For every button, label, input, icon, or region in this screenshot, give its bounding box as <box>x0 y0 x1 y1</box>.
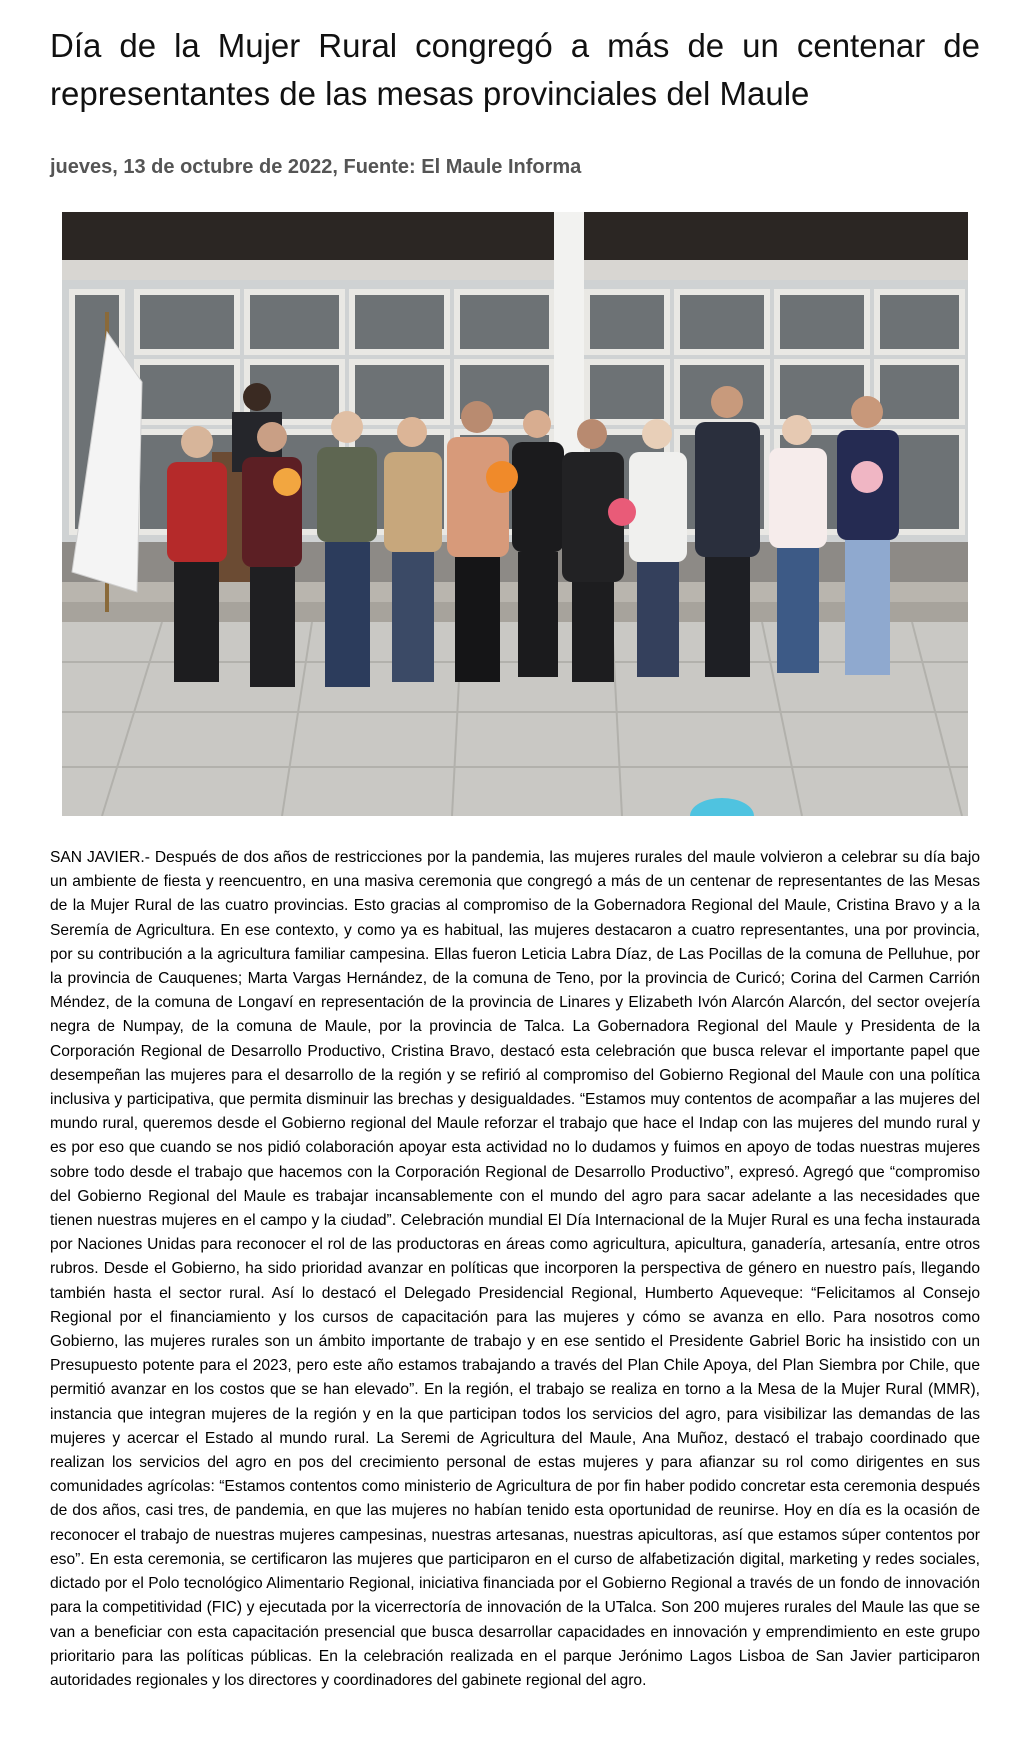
article-body <box>50 846 980 1693</box>
article-date-source: jueves, 13 de octubre de 2022, Fuente: El Maule Informa <box>50 156 582 178</box>
article-photo <box>62 212 968 816</box>
article-title: Día de la Mujer Rural congregó a más de un centenar de representantes de las mesas provinciales del Maule <box>50 27 980 112</box>
group-photo-illustration <box>62 212 968 816</box>
article <box>50 22 980 1693</box>
article-body-text: SAN JAVIER.- Después de dos años de restricciones por la pandemia, las mujeres rurales del maule volvieron a celebrar su día bajo un ambiente de fiesta y reencuentro, en una masiva ceremonia que congregó a más de un centenar de representantes de las Mesas de la Mujer Rural de las cuatro provincias. Esto gracias al compromiso de la Gobernadora Regional del Maule, Cristina Bravo y a la Seremía de Agricultura. En ese contexto, y como ya es habitual, las mujeres destacaron a cuatro representantes, una por provincia, por su contribución a la agricultura familiar campesina. Ellas fueron Leticia Labra Díaz, de Las Pocillas de la comuna de Pelluhue, por la provincia de Cauquenes; Marta Vargas Hernández, de la comuna de Teno, por la provincia de Curicó; Corina del Carmen Carrión Méndez, de la comuna de Longaví en representación de la provincia de Linares y Elizabeth Ivón Alarcón Alarcón, del sector ovejería negra de Numpay, de la comuna de Maule, por la provincia de Talca. La Gobernadora Regional del Maule y Presidenta de la Corporación Regional de Desarrollo Productivo, Cristina Bravo, destacó esta celebración que busca relevar el importante papel que desempeñan las mujeres para el desarrollo de la región y se refirió al compromiso del Gobierno Regional del Maule con una política inclusiva y participativa, que permita disminuir las brechas y desigualdades. “Estamos muy contentos de acompañar a las mujeres del mundo rural, queremos desde el Gobierno regional del Maule reforzar el trabajo que hace el Indap con las mujeres del mundo rural y es por eso que cuando se nos pidió colaboración apoyar esta actividad no lo dudamos y fuimos en apoyo de todas nuestras mujeres sobre todo desde el trabajo que hacemos con la Corporación Regional de Desarrollo Productivo”, expresó. Agregó que “compromiso del Gobierno Regional del Maule es trabajar incansablemente con el mundo del agro para sacar adelante a las necesidades que tienen nuestras mujeres en el campo y la ciudad”. Celebración mundial El Día Internacional de la Mujer Rural es una fecha instaurada por Naciones Unidas para reconocer el rol de las productoras en áreas como agricultura, apicultura, ganadería, artesanía, entre otros rubros. Desde el Gobierno, ha sido prioridad avanzar en políticas que incorporen la perspectiva de género en nuestro país, llegando también hasta el sector rural. Así lo destacó el Delegado Presidencial Regional, Humberto Aqueveque: “Felicitamos al Consejo Regional por el financiamiento y los cursos de capacitación para las mujeres y cómo se avanza en ello. Para nosotros como Gobierno, las mujeres rurales son un ámbito importante de trabajo y en ese sentido el Presidente Gabriel Boric ha insistido con un Presupuesto potente para el 2023, pero este año estamos trabajando a través del Plan Chile Apoya, del Plan Siembra por Chile, que permitió avanzar en los costos que se han elevado”. En la región, el trabajo se realiza en torno a la Mesa de la Mujer Rural (MMR), instancia que integran mujeres de la región y en la que participan todos los servicios del agro, para visibilizar las demandas de las mujeres y acercar el Estado al mundo rural. La Seremi de Agricultura del Maule, Ana Muñoz, destacó el trabajo coordinado que realizan los servicios del agro en pos del crecimiento personal de estas mujeres y para afianzar su rol como dirigentes en sus comunidades agrícolas: “Estamos contentos como ministerio de Agricultura de por fin haber podido concretar esta ceremonia después de dos años, casi tres, de pandemia, en que las mujeres no habían tenido esta oportunidad de reunirse. Hoy en día es la ocasión de reconocer el trabajo de nuestras mujeres campesinas, nuestras artesanas, nuestras apicultoras, así que estamos súper contentos por eso”. En esta ceremonia, se certificaron las mujeres que participaron en el curso de alfabetización digital, marketing y redes sociales, dictado por el Polo tecnológico Alimentario Regional, iniciativa financiada por el Gobierno Regional a través de un fondo de innovación para la competitividad (FIC) y ejecutada por la vicerrectoría de innovación de la UTalca. Son 200 mujeres rurales del Maule las que se van a beneficiar con esta capacitación presencial que busca desarrollar capacidades en innovación y emprendimiento en este grupo prioritario para las políticas públicas. En la celebración realizada en el parque Jerónimo Lagos Lisboa de San Javier participaron autoridades regionales y los directores y coordinadores del gabinete regional del agro. <box>50 849 980 1689</box>
